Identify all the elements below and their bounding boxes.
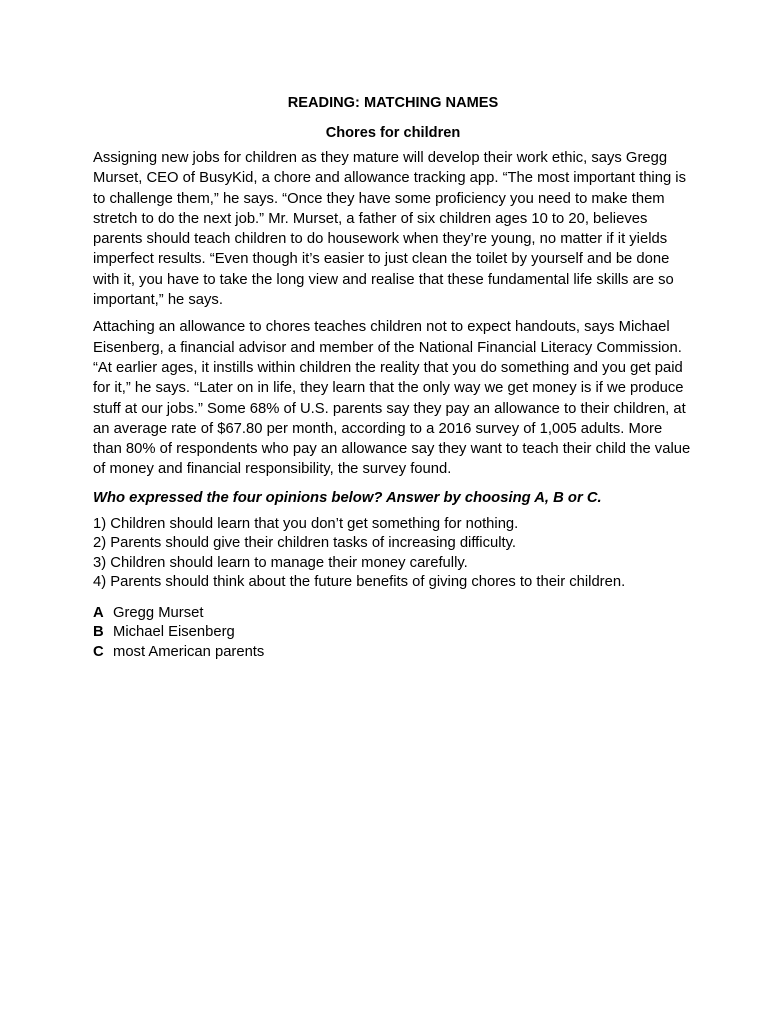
- option-name: Michael Eisenberg: [113, 624, 235, 641]
- answer-options: [93, 604, 693, 663]
- article-title: Chores for children: [325, 125, 461, 141]
- statement-4: 4) Parents should think about the future benefits of giving chores to their children.: [93, 574, 626, 591]
- option-name: most American parents: [113, 643, 265, 660]
- option-letter: C: [93, 643, 104, 660]
- question-instruction: Who expressed the four opinions below? Answer by choosing A, B or C.: [93, 489, 602, 506]
- statement-list: [93, 515, 693, 593]
- option-c: [93, 643, 693, 663]
- option-a: [93, 604, 693, 624]
- statement-2: 2) Parents should give their children tasks of increasing difficulty.: [93, 535, 517, 552]
- option-letter: B: [93, 624, 104, 641]
- document-content: [93, 94, 693, 662]
- statement-3: 3) Children should learn to manage their money carefully.: [93, 554, 468, 571]
- option-b: [93, 623, 693, 643]
- paragraph-2: Attaching an allowance to chores teaches children not to expect handouts, says Michael Eisenberg, a financial advisor and member of the National Financial Literacy Commission. “At earlier ages, it instills within children the reality that you do something and you get paid for it,” he says. “Later on in life, they learn that the only way we get money is if we produce stuff at our jobs.” Some 68% of U.S. parents say they pay an allowance to their children, at an average rate of $67.80 per month, according to a 2016 survey of 1,005 adults. More than 80% of respondents who pay an allowance say they want to teach their child the value of money and financial responsibility, the survey found.: [93, 319, 691, 478]
- page-heading: READING: MATCHING NAMES: [287, 95, 499, 111]
- option-letter: A: [93, 604, 104, 621]
- paragraph-1: Assigning new jobs for children as they mature will develop their work ethic, says Gregg Murset, CEO of BusyKid, a chore and allowance tracking app. “The most important thing is to challenge them,” he says. “Once they have some proficiency you need to make them stretch to do the next job.” Mr. Murset, a father of six children ages 10 to 20, believes parents should teach children to do housework when they’re young, no matter if it yields imperfect results. “Even though it’s easier to just clean the toilet by yourself and be done with it, you have to take the long view and realise that these fundamental life skills are so important,” he says.: [93, 150, 686, 309]
- option-name: Gregg Murset: [113, 604, 204, 621]
- statement-1: 1) Children should learn that you don’t get something for nothing.: [93, 515, 519, 532]
